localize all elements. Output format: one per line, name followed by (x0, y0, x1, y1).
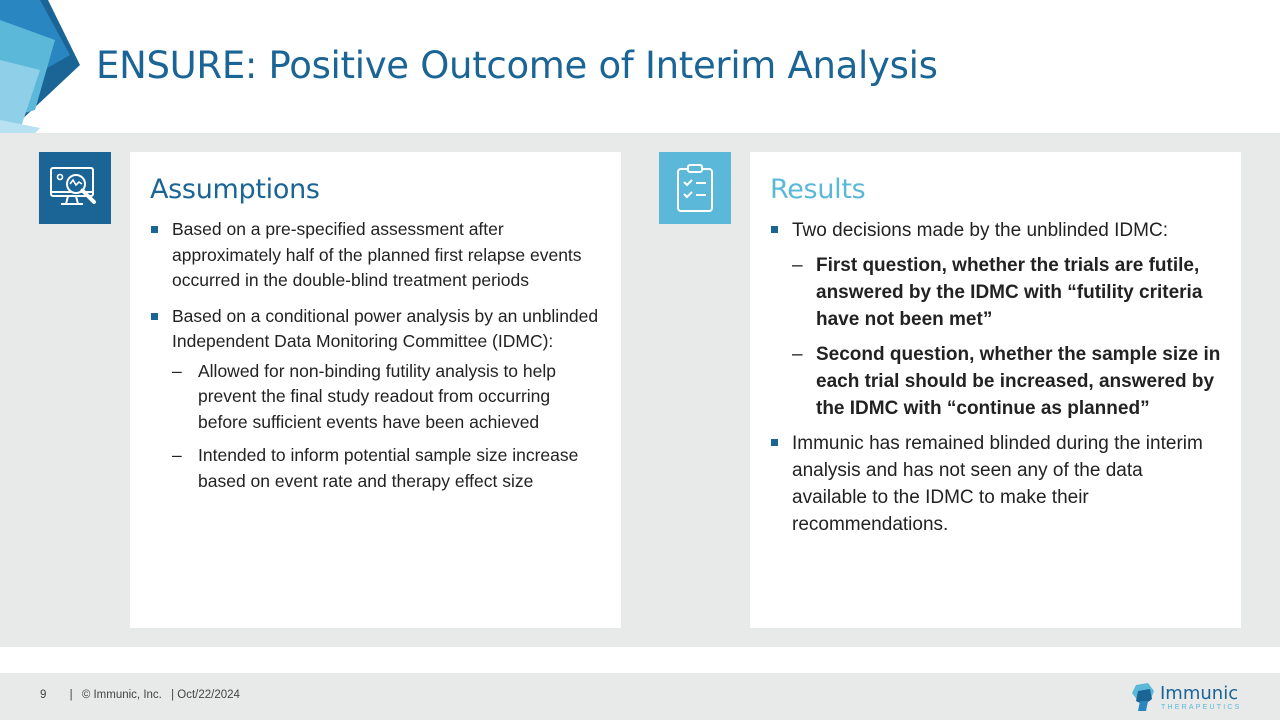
assumptions-title: Assumptions (150, 174, 320, 205)
assumptions-sub-bullet-1 (150, 359, 601, 436)
assumptions-icon-box (39, 152, 111, 224)
footer-separator: | (69, 689, 73, 701)
dash-bullet-icon: – (792, 344, 803, 365)
results-sub-bullet-2 (770, 341, 1221, 422)
square-bullet-icon (151, 313, 158, 320)
assumptions-panel (130, 152, 621, 628)
company-logo (1130, 683, 1250, 713)
results-bullet-1 (770, 217, 1221, 244)
square-bullet-icon (771, 439, 778, 446)
logo-name: Immunic (1160, 683, 1239, 704)
results-bullet-2 (770, 430, 1221, 538)
footer-text (40, 689, 246, 701)
logo-mark-icon (1130, 683, 1156, 713)
page-number: 9 (40, 689, 47, 701)
assumptions-bullet-1 (150, 217, 601, 294)
results-title: Results (770, 174, 866, 205)
assumptions-sub-bullet-2 (150, 443, 601, 494)
dash-bullet-icon: – (172, 360, 182, 381)
bullet-text: Based on a pre-specified assessment after approximately half of the planned first relapse events occurred in the double-blind treatment periods (172, 219, 582, 290)
clipboard-checklist-icon (675, 163, 715, 213)
sub-bullet-text: Intended to inform potential sample size increase based on event rate and therapy effect size (198, 445, 579, 491)
sub-bullet-text: First question, whether the trials are futile, answered by the IDMC with “futility criteria have not been met” (816, 255, 1203, 330)
dash-bullet-icon: – (792, 255, 803, 276)
logo-subtitle: THERAPEUTICS (1161, 704, 1242, 711)
assumptions-bullet-2 (150, 304, 601, 355)
dash-bullet-icon: – (172, 445, 182, 465)
bullet-text: Two decisions made by the unblinded IDMC: (792, 220, 1168, 241)
results-sub-bullet-1 (770, 252, 1221, 333)
square-bullet-icon (771, 226, 778, 233)
results-icon-box (659, 152, 731, 224)
monitor-magnifier-icon (48, 164, 102, 212)
bullet-text: Based on a conditional power analysis by an unblinded Independent Data Monitoring Committee (IDMC): (172, 305, 599, 351)
footer-date: | Oct/22/2024 (171, 689, 240, 701)
results-panel (750, 152, 1241, 628)
copyright: © Immunic, Inc. (81, 689, 162, 701)
sub-bullet-text: Second question, whether the sample size in each trial should be increased, answered by the IDMC with “continue as planned” (816, 344, 1221, 419)
sub-bullet-text: Allowed for non-binding futility analysis to help prevent the final study readout from occurring before sufficient events have been achieved (198, 360, 556, 432)
square-bullet-icon (151, 226, 158, 233)
footer (0, 673, 1280, 720)
slide-title: ENSURE: Positive Outcome of Interim Analysis (96, 44, 938, 87)
bullet-text: Immunic has remained blinded during the interim analysis and has not seen any of the data available to the IDMC to make their recommendations. (792, 433, 1203, 535)
